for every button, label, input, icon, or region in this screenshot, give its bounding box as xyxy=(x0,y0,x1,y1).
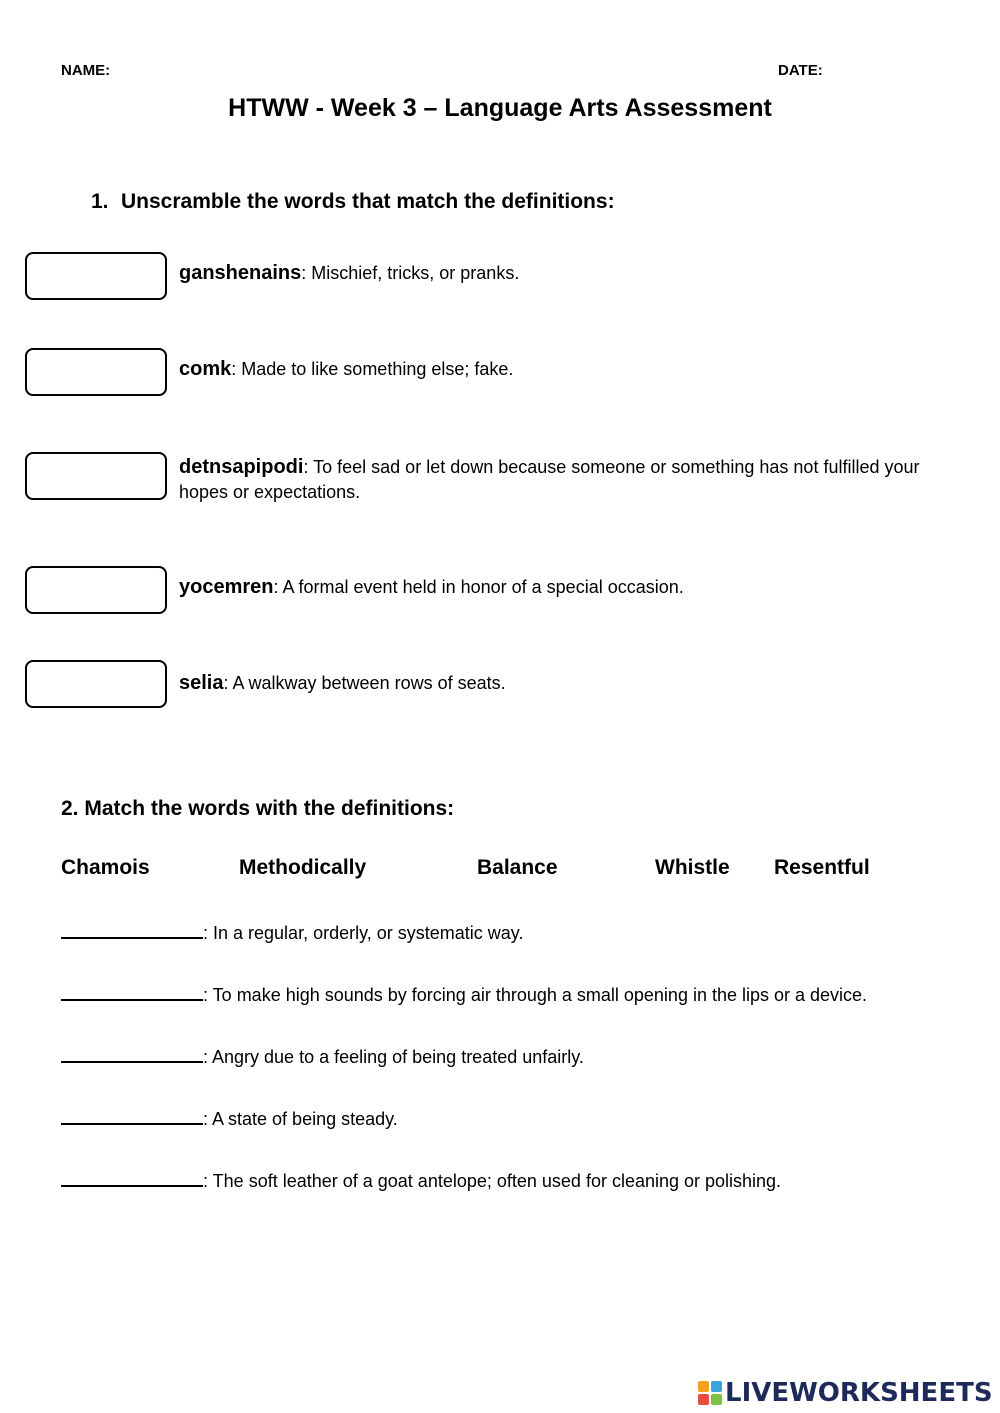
clue-2 xyxy=(179,357,954,382)
word-bank-item: Resentful xyxy=(774,856,870,879)
clue-4 xyxy=(179,575,954,600)
answer-box-2[interactable] xyxy=(25,348,167,396)
clue-5 xyxy=(179,671,954,696)
clue-definition: : Made to like something else; fake. xyxy=(231,359,514,379)
answer-blank[interactable] xyxy=(61,1169,203,1187)
scrambled-word: selia xyxy=(179,672,224,694)
liveworksheets-logo xyxy=(698,1376,993,1410)
answer-blank[interactable] xyxy=(61,921,203,939)
match-row-2 xyxy=(61,982,867,1008)
logo-square xyxy=(698,1394,709,1405)
scrambled-word: detnsapipodi xyxy=(179,456,304,478)
answer-box-3[interactable] xyxy=(25,452,167,500)
date-label: DATE: xyxy=(778,62,823,79)
word-bank-item: Chamois xyxy=(61,856,150,879)
scrambled-word: ganshenains xyxy=(179,262,302,284)
match-row-4 xyxy=(61,1106,398,1132)
logo-square xyxy=(711,1381,722,1392)
answer-box-5[interactable] xyxy=(25,660,167,708)
match-definition: : A state of being steady. xyxy=(203,1109,398,1129)
answer-blank[interactable] xyxy=(61,1107,203,1125)
word-bank-item: Balance xyxy=(477,856,558,879)
section2-heading: 2. Match the words with the definitions: xyxy=(61,797,455,820)
answer-box-4[interactable] xyxy=(25,566,167,614)
scrambled-word: yocemren xyxy=(179,576,274,598)
logo-text: LIVEWORKSHEETS xyxy=(725,1378,993,1408)
logo-grid-icon xyxy=(698,1381,722,1405)
scrambled-word: comk xyxy=(179,358,232,380)
logo-square xyxy=(711,1394,722,1405)
clue-definition: : Mischief, tricks, or pranks. xyxy=(301,263,520,283)
match-definition: : The soft leather of a goat antelope; often used for cleaning or polishing. xyxy=(203,1171,782,1191)
match-definition: : To make high sounds by forcing air through a small opening in the lips or a device. xyxy=(203,985,868,1005)
name-label: NAME: xyxy=(61,62,111,79)
clue-definition: : To feel sad or let down because someone or something has not fulfilled your hopes or expectations. xyxy=(179,457,920,502)
match-definition: : In a regular, orderly, or systematic way. xyxy=(203,923,524,943)
answer-blank[interactable] xyxy=(61,983,203,1001)
clue-3 xyxy=(179,455,954,505)
match-definition: : Angry due to a feeling of being treated unfairly. xyxy=(203,1047,584,1067)
clue-1 xyxy=(179,261,954,286)
logo-square xyxy=(698,1381,709,1392)
section1-number: 1. xyxy=(91,190,109,213)
match-row-5 xyxy=(61,1168,781,1194)
word-bank-item: Whistle xyxy=(655,856,730,879)
section1-heading: Unscramble the words that match the definitions: xyxy=(121,190,615,213)
answer-blank[interactable] xyxy=(61,1045,203,1063)
word-bank-item: Methodically xyxy=(239,856,367,879)
clue-definition: : A formal event held in honor of a special occasion. xyxy=(273,577,684,597)
clue-definition: : A walkway between rows of seats. xyxy=(223,673,506,693)
match-row-3 xyxy=(61,1044,584,1070)
answer-box-1[interactable] xyxy=(25,252,167,300)
match-row-1 xyxy=(61,920,523,946)
page-title: HTWW - Week 3 – Language Arts Assessment xyxy=(228,94,772,122)
